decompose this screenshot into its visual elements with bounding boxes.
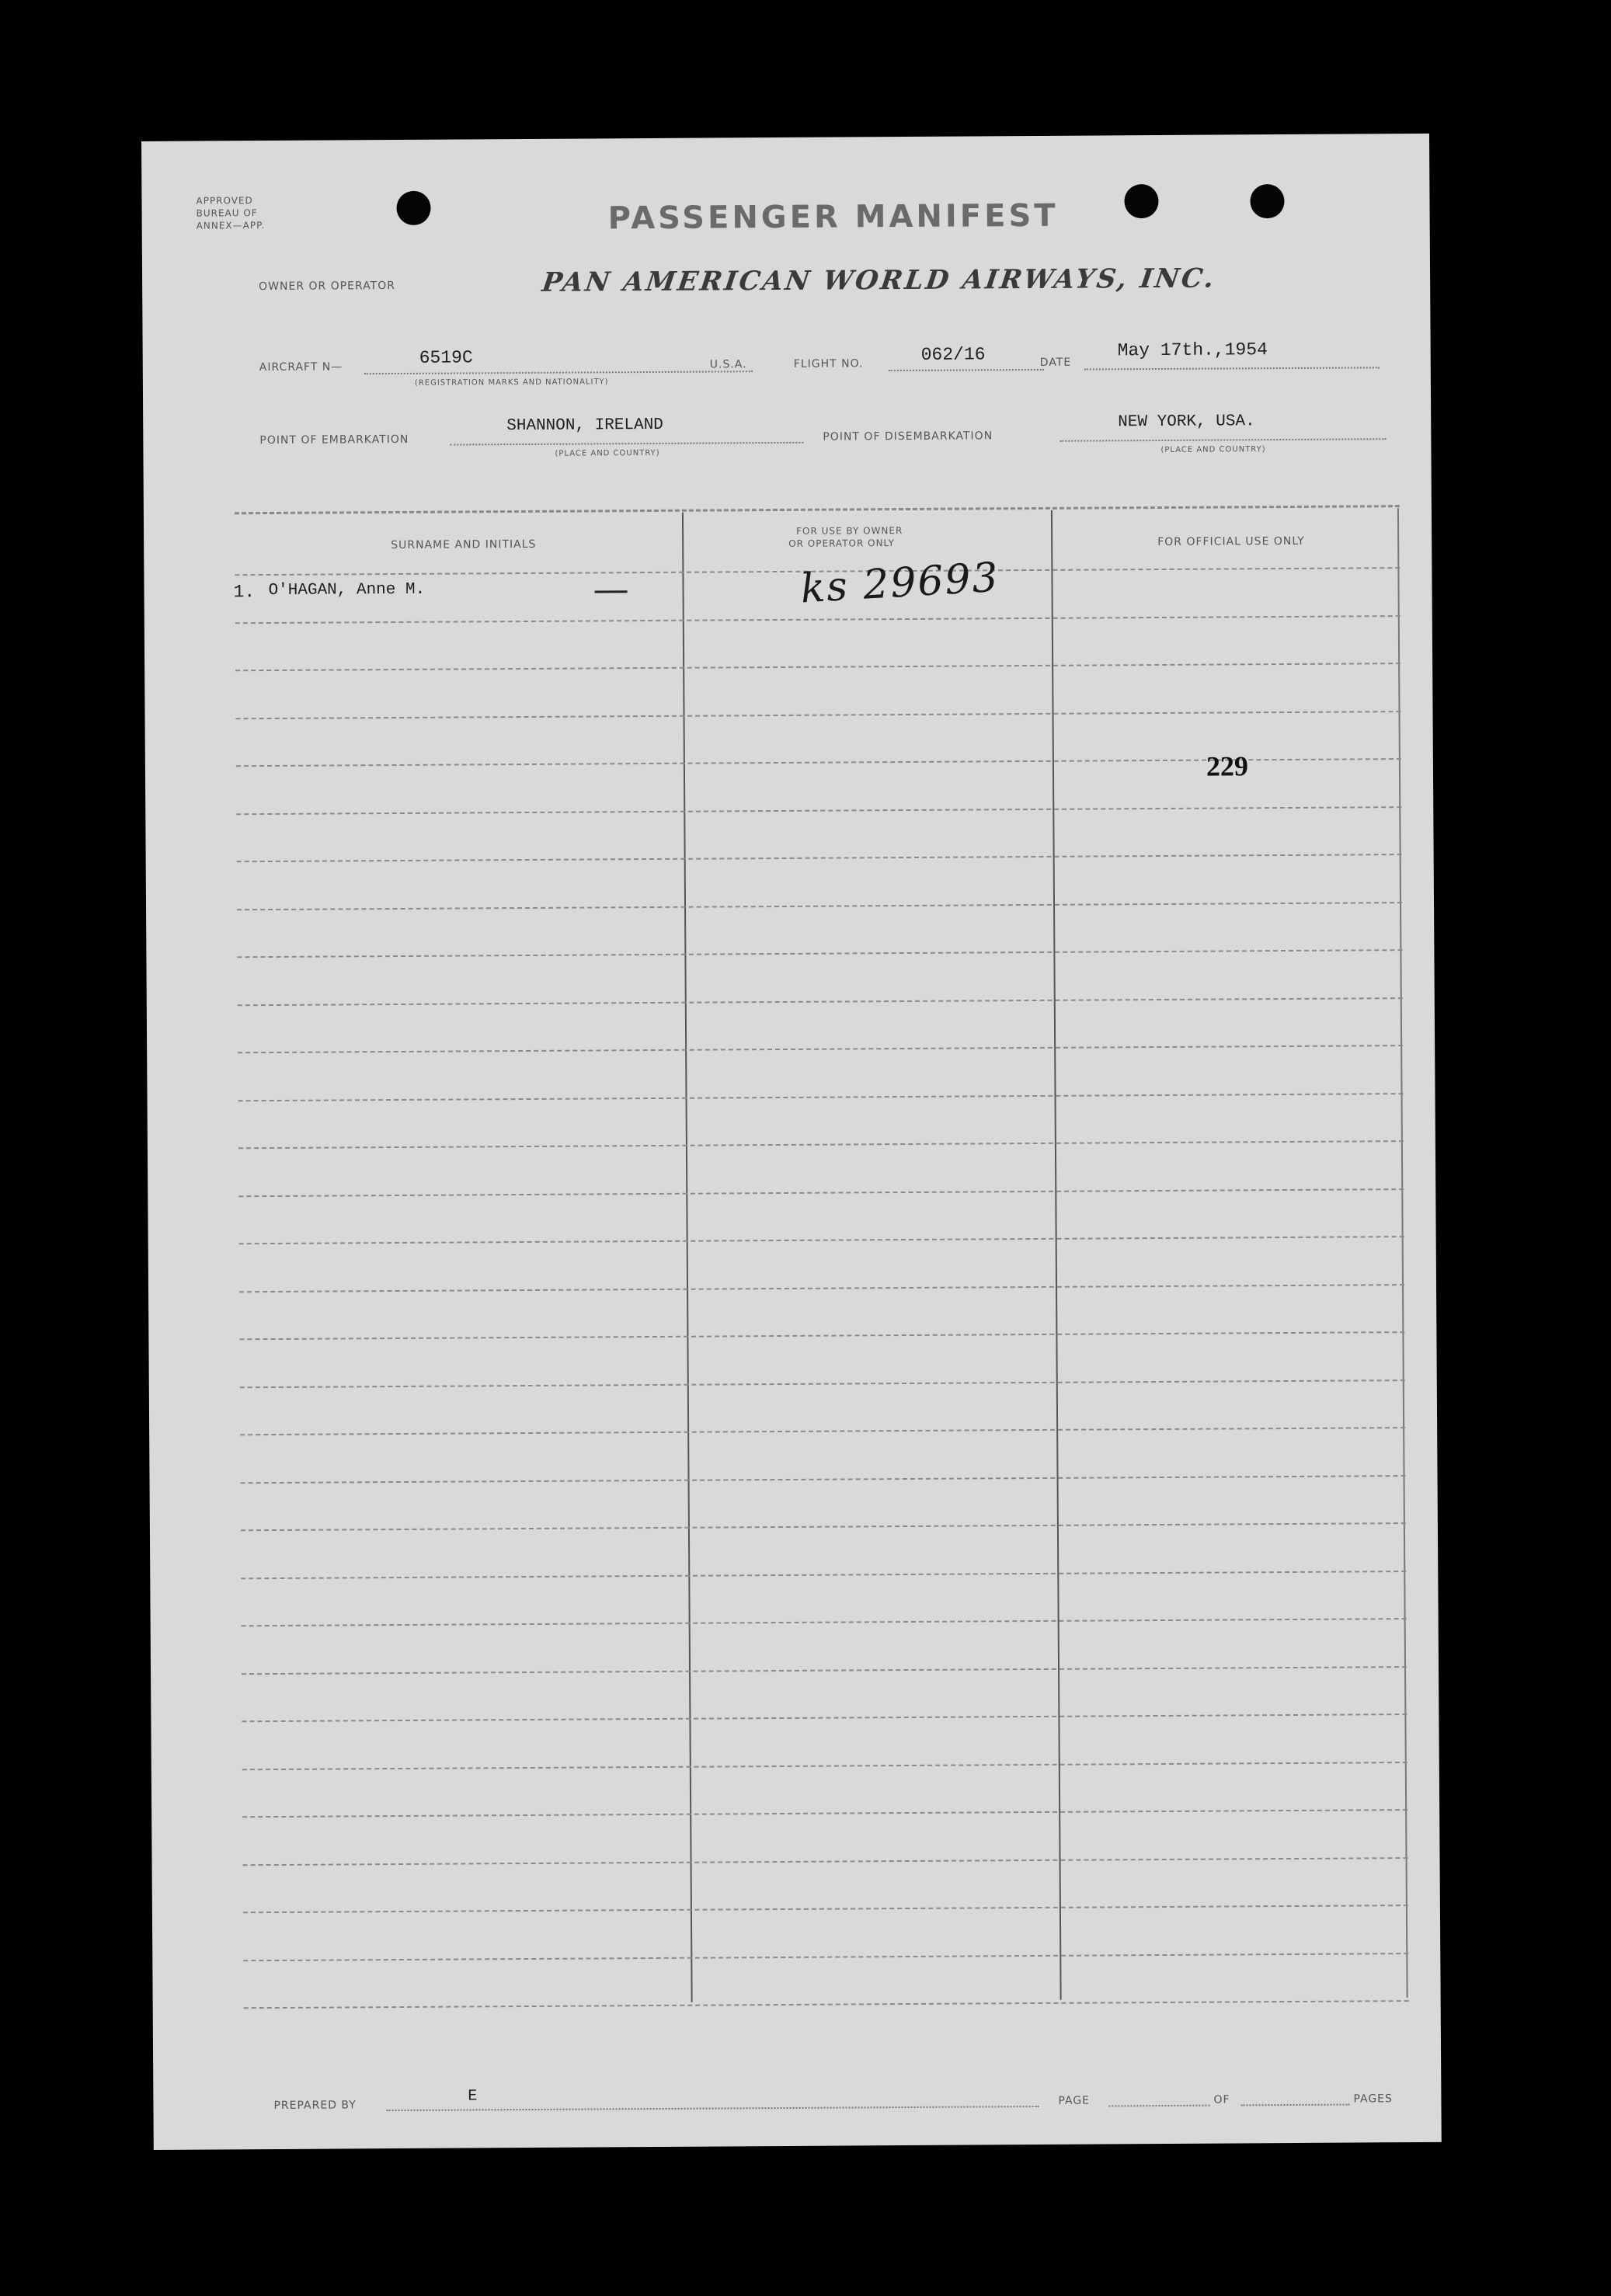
embarkation-value: SHANNON, IRELAND [506, 416, 663, 436]
column-header-surname: SURNAME AND INITIALS [391, 537, 537, 552]
table-row-line [242, 1618, 1407, 1626]
approval-line: APPROVED [196, 195, 253, 207]
date-label: DATE [1039, 356, 1072, 369]
table-row-line [237, 949, 1402, 958]
punch-hole [1124, 184, 1158, 218]
table-row-line [241, 1475, 1406, 1484]
table-row-line [242, 1809, 1407, 1818]
flight-label: FLIGHT NO. [793, 357, 864, 370]
usa-label: U.S.A. [709, 358, 747, 371]
table-row-line [238, 1188, 1404, 1197]
punch-hole [396, 191, 430, 225]
disembarkation-underline [1060, 438, 1386, 442]
manifest-rows [141, 134, 1429, 141]
column-divider [682, 513, 693, 2002]
date-underline [1084, 367, 1380, 370]
of-underline [1240, 2104, 1349, 2106]
owner-note-handwritten: ks 29693 [799, 554, 1001, 613]
table-row-line [243, 1905, 1408, 1913]
table-row-line [238, 1093, 1404, 1101]
manifest-sheet [141, 134, 1442, 2150]
column-header-official: FOR OFFICIAL USE ONLY [1157, 534, 1305, 549]
table-row-line [240, 1427, 1405, 1435]
table-row-line [236, 711, 1401, 719]
of-label: OF [1213, 2093, 1230, 2106]
page-underline [1108, 2105, 1209, 2107]
embarkation-label: POINT OF EMBARKATION [259, 433, 409, 447]
table-row-line [242, 1666, 1407, 1675]
table-row-line [235, 615, 1400, 624]
prepared-by-underline [386, 2106, 1039, 2111]
table-row-line [239, 1236, 1404, 1244]
prepared-by-value: E [468, 2087, 478, 2106]
table-row-line [240, 1379, 1405, 1388]
entry-dash [595, 590, 628, 593]
table-row-line [242, 1713, 1407, 1722]
embarkation-underline [450, 442, 803, 446]
table-row-line [239, 1284, 1404, 1292]
column-divider [1051, 510, 1062, 2000]
table-row-line [241, 1522, 1406, 1531]
registration-caption: (REGISTRATION MARKS AND NATIONALITY) [414, 377, 609, 388]
table-row-line [244, 2000, 1409, 2009]
date-value: May 17th.,1954 [1117, 339, 1268, 361]
table-row-line [236, 806, 1401, 815]
entry-number: 1. [233, 582, 256, 603]
aircraft-underline [364, 370, 753, 374]
table-row-line [243, 1953, 1408, 1961]
disembarkation-caption: (PLACE AND COUNTRY) [1160, 445, 1266, 454]
pages-label: PAGES [1353, 2092, 1393, 2106]
table-row-line [242, 1762, 1407, 1770]
column-header-owner: FOR USE BY OWNER [796, 525, 903, 537]
table-row-line [239, 1331, 1404, 1340]
entry-name: O'HAGAN, Anne M. [268, 580, 426, 600]
aircraft-label: AIRCRAFT N— [259, 360, 343, 374]
official-stamp-number: 229 [1206, 750, 1249, 782]
table-row-line [238, 1045, 1403, 1053]
disembarkation-value: NEW YORK, USA. [1118, 412, 1255, 432]
prepared-by-label: PREPARED BY [273, 2099, 357, 2113]
table-row-line [238, 997, 1403, 1006]
table-right-edge [1397, 508, 1408, 1998]
page-label: PAGE [1058, 2094, 1091, 2107]
flight-underline [889, 369, 1044, 371]
table-top-rule [235, 505, 1400, 514]
operator-name: PAN AMERICAN WORLD AIRWAYS, INC. [540, 263, 1218, 298]
approval-line: ANNEX—APP. [196, 220, 266, 231]
table-row-line [238, 1140, 1404, 1149]
disembarkation-label: POINT OF DISEMBARKATION [823, 430, 993, 444]
table-row-line [243, 1857, 1408, 1866]
aircraft-value: 6519C [419, 347, 473, 368]
table-row-line [237, 854, 1402, 862]
table-row-line [241, 1571, 1406, 1579]
embarkation-caption: (PLACE AND COUNTRY) [555, 448, 660, 458]
approval-line: BUREAU OF [196, 207, 258, 219]
owner-label: OWNER OR OPERATOR [259, 280, 396, 294]
form-title: PASSENGER MANIFEST [607, 197, 1059, 237]
table-row-line [235, 663, 1400, 671]
punch-hole [1250, 184, 1284, 218]
table-row-line [237, 902, 1402, 910]
column-header-owner: OR OPERATOR ONLY [788, 537, 895, 549]
flight-value: 062/16 [920, 344, 986, 365]
